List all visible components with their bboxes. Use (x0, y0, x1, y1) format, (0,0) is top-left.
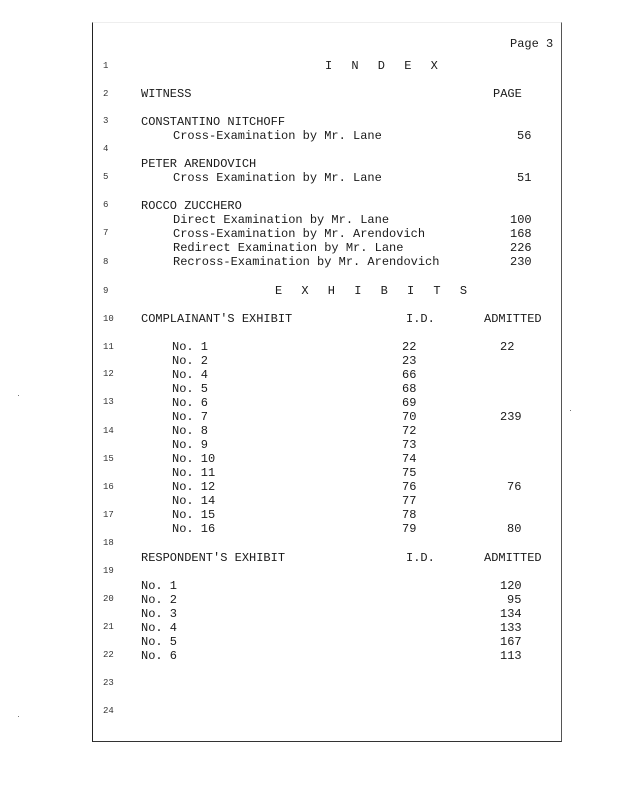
line-number: 14 (103, 426, 114, 436)
line-number: 13 (103, 397, 114, 407)
exhibit-number: No. 2 (172, 354, 209, 368)
examination-label: Cross-Examination by Mr. Arendovich (173, 227, 426, 241)
witness-header: WITNESS (141, 87, 192, 101)
exhibit-number: No. 2 (141, 593, 178, 607)
line-number: 15 (103, 454, 114, 464)
exhibit-id-page: 22 (402, 340, 417, 354)
line-number: 19 (103, 566, 114, 576)
line-number: 2 (103, 89, 109, 99)
exhibit-number: No. 10 (172, 452, 216, 466)
line-number: 10 (103, 314, 114, 324)
exhibit-id-page: 72 (402, 424, 417, 438)
id-column-header: I.D. (406, 312, 435, 326)
page-number: Page 3 (510, 37, 554, 51)
examination-page: 56 (517, 129, 532, 143)
line-number: 21 (103, 622, 114, 632)
admitted-column-header: ADMITTED (484, 551, 542, 565)
examination-label: Cross Examination by Mr. Lane (173, 171, 382, 185)
exhibit-id-page: 77 (402, 494, 417, 508)
examination-page: 230 (510, 255, 532, 269)
line-number: 9 (103, 286, 109, 296)
line-number: 5 (103, 172, 109, 182)
line-number: 16 (103, 482, 114, 492)
exhibit-id-page: 68 (402, 382, 417, 396)
exhibit-id-page: 78 (402, 508, 417, 522)
respondent-exhibit-header: RESPONDENT'S EXHIBIT (141, 551, 286, 565)
line-number: 11 (103, 342, 114, 352)
exhibit-id-page: 74 (402, 452, 417, 466)
witness-name: ROCCO ZUCCHERO (141, 199, 242, 213)
line-number: 24 (103, 706, 114, 716)
exhibit-id-page: 66 (402, 368, 417, 382)
exhibit-number: No. 11 (172, 466, 216, 480)
line-number: 18 (103, 538, 114, 548)
examination-label: Cross-Examination by Mr. Lane (173, 129, 382, 143)
exhibit-number: No. 7 (172, 410, 209, 424)
exhibit-id-page: 75 (402, 466, 417, 480)
exhibit-number: No. 5 (172, 382, 209, 396)
exhibit-admitted-page: 80 (507, 522, 522, 536)
line-number: 8 (103, 257, 109, 267)
exhibit-admitted-page: 167 (500, 635, 522, 649)
exhibit-id-page: 70 (402, 410, 417, 424)
exhibit-id-page: 79 (402, 522, 417, 536)
exhibit-number: No. 5 (141, 635, 178, 649)
line-number: 23 (103, 678, 114, 688)
complainant-exhibit-header: COMPLAINANT'S EXHIBIT (141, 312, 293, 326)
line-number: 7 (103, 228, 109, 238)
exhibit-number: No. 4 (172, 368, 209, 382)
examination-page: 226 (510, 241, 532, 255)
index-title: I N D E X (325, 59, 444, 73)
examination-label: Redirect Examination by Mr. Lane (173, 241, 404, 255)
exhibit-number: No. 1 (141, 579, 178, 593)
exhibits-title: E X H I B I T S (275, 284, 474, 298)
line-number: 22 (103, 650, 114, 660)
examination-page: 100 (510, 213, 532, 227)
examination-page: 168 (510, 227, 532, 241)
exhibit-id-page: 73 (402, 438, 417, 452)
exhibit-number: No. 15 (172, 508, 216, 522)
exhibit-number: No. 8 (172, 424, 209, 438)
exhibit-id-page: 69 (402, 396, 417, 410)
exhibit-number: No. 6 (172, 396, 209, 410)
scan-speck (18, 716, 19, 717)
id-column-header: I.D. (406, 551, 435, 565)
exhibit-admitted-page: 133 (500, 621, 522, 635)
exhibit-admitted-page: 134 (500, 607, 522, 621)
exhibit-number: No. 1 (172, 340, 209, 354)
witness-name: CONSTANTINO NITCHOFF (141, 115, 286, 129)
exhibit-id-page: 23 (402, 354, 417, 368)
exhibit-number: No. 4 (141, 621, 178, 635)
witness-name: PETER ARENDOVICH (141, 157, 257, 171)
exhibit-admitted-page: 120 (500, 579, 522, 593)
admitted-column-header: ADMITTED (484, 312, 542, 326)
examination-page: 51 (517, 171, 532, 185)
exhibit-admitted-page: 95 (507, 593, 522, 607)
line-number: 20 (103, 594, 114, 604)
exhibit-number: No. 14 (172, 494, 216, 508)
exhibit-number: No. 16 (172, 522, 216, 536)
exhibit-number: No. 9 (172, 438, 209, 452)
line-number: 17 (103, 510, 114, 520)
exhibit-number: No. 12 (172, 480, 216, 494)
line-number: 3 (103, 116, 109, 126)
line-number: 6 (103, 200, 109, 210)
exhibit-number: No. 3 (141, 607, 178, 621)
examination-label: Recross-Examination by Mr. Arendovich (173, 255, 440, 269)
examination-label: Direct Examination by Mr. Lane (173, 213, 390, 227)
exhibit-admitted-page: 76 (507, 480, 522, 494)
page-header: PAGE (493, 87, 522, 101)
line-number: 4 (103, 144, 109, 154)
line-number: 1 (103, 61, 109, 71)
exhibit-admitted-page: 239 (500, 410, 522, 424)
line-number: 12 (103, 369, 114, 379)
exhibit-admitted-page: 113 (500, 649, 522, 663)
scan-speck (570, 410, 571, 411)
scan-speck (18, 395, 19, 396)
exhibit-number: No. 6 (141, 649, 178, 663)
exhibit-id-page: 76 (402, 480, 417, 494)
exhibit-admitted-page: 22 (500, 340, 515, 354)
